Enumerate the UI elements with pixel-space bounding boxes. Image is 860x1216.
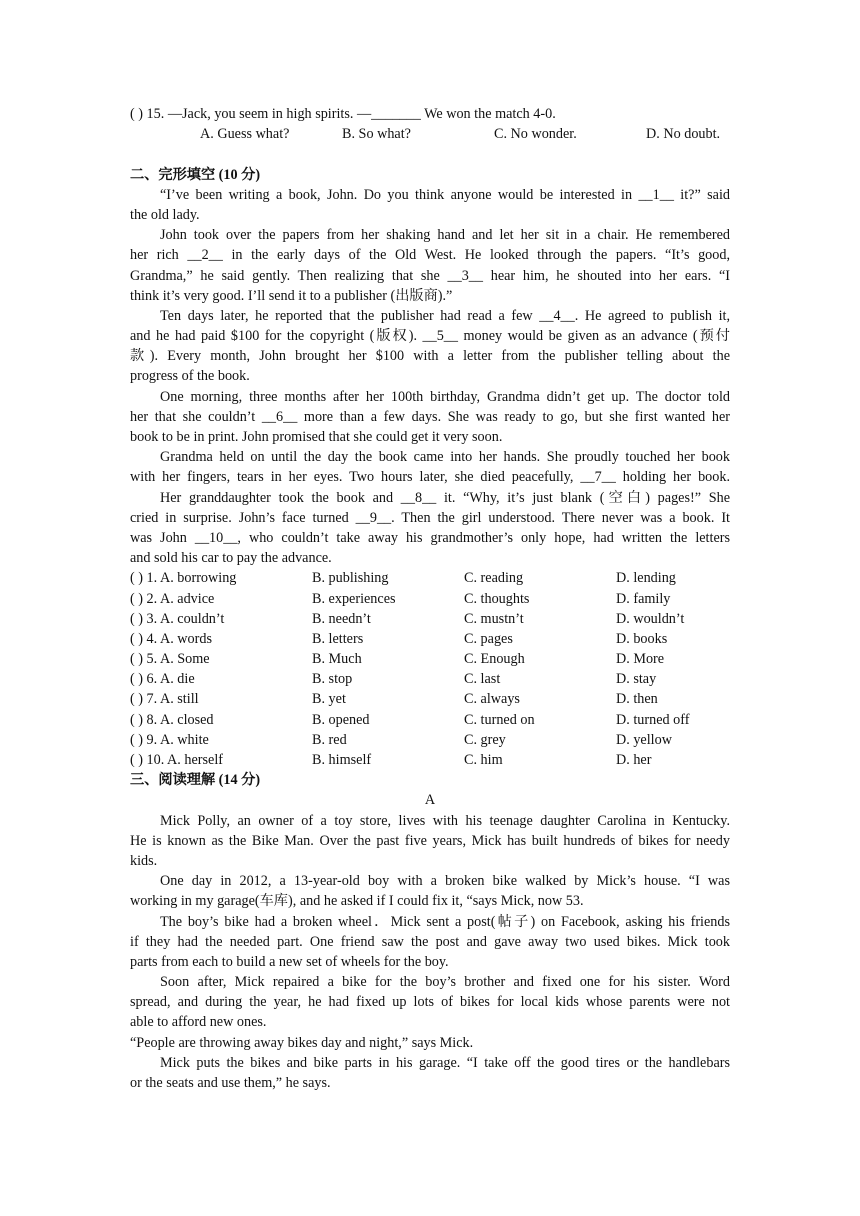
- cloze-option-row: [130, 730, 730, 750]
- cloze-option-c: C. him: [464, 752, 503, 768]
- cloze-option-d: D. wouldn’t: [616, 610, 685, 627]
- cloze-option-d: D. her: [616, 752, 652, 768]
- cloze-option-b: B. letters: [312, 630, 364, 647]
- passage-label: A: [424, 792, 436, 809]
- cloze-option-c: C. reading: [464, 570, 524, 587]
- q15-stem: ( ) 15. —Jack, you seem in high spirits. —_______ We won the match 4-0.: [130, 106, 556, 122]
- passage-line: her rich __2__ in the early days of the Old West. He looked through the papers. “It’s good,: [130, 247, 730, 264]
- cloze-option-b: B. experiences: [312, 590, 396, 607]
- cloze-option-b: B. opened: [312, 711, 370, 728]
- cloze-option-a: ( ) 10. A. herself: [130, 752, 223, 768]
- cloze-option-d: D. turned off: [616, 711, 690, 728]
- passage-line: and he had paid $100 for the copyright (版权). __5__ money would be given as an advance (预付: [130, 328, 730, 345]
- cloze-option-d: D. family: [616, 590, 671, 607]
- cloze-option-a: ( ) 7. A. still: [130, 691, 199, 708]
- reading-passage: [130, 811, 730, 1094]
- cloze-option-d: D. books: [616, 630, 668, 647]
- cloze-passage: [130, 185, 730, 569]
- passage-line: working in my garage(车库), and he asked if I could fix it, “says Mick, now 53.: [130, 893, 584, 910]
- passage-line: 款). Every month, John brought her $100 with a letter from the publisher telling about the: [130, 348, 730, 365]
- cloze-option-a: ( ) 1. A. borrowing: [130, 570, 237, 587]
- cloze-option-a: ( ) 4. A. words: [130, 630, 212, 647]
- cloze-option-d: D. More: [616, 651, 665, 668]
- q15-options: [130, 124, 730, 144]
- cloze-option-row: [130, 649, 730, 669]
- cloze-option-a: ( ) 3. A. couldn’t: [130, 610, 225, 627]
- passage-line: was John __10__, who couldn’t take away his grandmother’s only hope, had written the letters: [130, 529, 730, 546]
- passage-line: book to be in print. John promised that she could get it very soon.: [130, 429, 503, 445]
- spacer: [130, 144, 730, 164]
- passage-line: Mick puts the bikes and bike parts in his garage. “I take off the good tires or the handlebars: [160, 1054, 730, 1071]
- passage-line: Mick Polly, an owner of a toy store, lives with his teenage daughter Carolina in Kentucky.: [160, 812, 730, 829]
- passage-line: spread, and during the year, he had fixed up lots of bikes for local kids whose parents were not: [130, 994, 730, 1011]
- passage-line: “I’ve been writing a book, John. Do you think anyone would be interested in __1__ it?” said: [160, 186, 730, 203]
- exam-page: [130, 104, 730, 1093]
- passage-line: One day in 2012, a 13-year-old boy with a broken bike walked by Mick’s house. “I was: [160, 873, 730, 890]
- cloze-option-c: C. always: [464, 691, 520, 708]
- passage-line: One morning, three months after her 100th birthday, Grandma didn’t get up. The doctor told: [160, 388, 730, 405]
- passage-line: John took over the papers from her shaking hand and let her sit in a chair. He remembered: [160, 227, 730, 244]
- passage-line: with her fingers, tears in her eyes. Two hours later, she died peacefully, __7__ holding her book.: [130, 469, 730, 486]
- passage-line: kids.: [130, 852, 158, 869]
- passage-line: cried in surprise. John’s face turned __9__. Then the girl understood. There never was a book. It: [130, 509, 730, 526]
- cloze-option-row: [130, 669, 730, 689]
- cloze-option-b: B. needn’t: [312, 610, 371, 627]
- cloze-options: [130, 568, 730, 770]
- passage-line: the old lady.: [130, 206, 200, 223]
- cloze-option-c: C. turned on: [464, 711, 535, 728]
- cloze-option-a: ( ) 5. A. Some: [130, 651, 210, 668]
- cloze-option-row: [130, 689, 730, 709]
- cloze-option-row: [130, 710, 730, 730]
- q15-option-c: C. No wonder.: [494, 126, 577, 143]
- passage-line: “People are throwing away bikes day and night,” says Mick.: [130, 1034, 474, 1051]
- cloze-option-row: [130, 609, 730, 629]
- q15-option-b: B. So what?: [342, 126, 411, 143]
- cloze-option-b: B. yet: [312, 691, 346, 708]
- passage-line: think it’s very good. I’ll send it to a publisher (出版商).”: [130, 287, 453, 304]
- cloze-option-d: D. yellow: [616, 731, 672, 748]
- cloze-option-row: [130, 629, 730, 649]
- passage-line: Soon after, Mick repaired a bike for the boy’s brother and fixed one for his sister. Word: [160, 974, 730, 991]
- cloze-option-d: D. stay: [616, 671, 657, 688]
- passage-line: able to afford new ones.: [130, 1014, 267, 1031]
- cloze-option-c: C. mustn’t: [464, 610, 524, 627]
- passage-line: Ten days later, he reported that the publisher had read a few __4__. He agreed to publish it,: [160, 307, 730, 324]
- cloze-option-b: B. red: [312, 731, 347, 748]
- cloze-option-b: B. Much: [312, 651, 362, 668]
- passage-line: if they had the needed part. One friend saw the post and gave away two used bikes. Mick took: [130, 933, 730, 950]
- q15-option-d: D. No doubt.: [646, 126, 721, 143]
- passage-line: The boy’s bike had a broken wheel．Mick sent a post(帖子) on Facebook, asking his friends: [160, 913, 730, 930]
- cloze-option-row: [130, 589, 730, 609]
- cloze-option-a: ( ) 8. A. closed: [130, 711, 214, 728]
- q15-option-a: A. Guess what?: [200, 126, 290, 143]
- cloze-option-a: ( ) 6. A. die: [130, 671, 195, 688]
- cloze-option-c: C. thoughts: [464, 590, 530, 607]
- cloze-option-d: D. lending: [616, 570, 676, 587]
- passage-line: parts from each to build a new set of wheels for the boy.: [130, 953, 449, 970]
- passage-line: or the seats and use them,” he says.: [130, 1075, 331, 1091]
- cloze-option-b: B. stop: [312, 671, 353, 688]
- section-heading-cloze: 二、完形填空 (10 分): [130, 166, 261, 183]
- cloze-option-row: [130, 568, 730, 588]
- passage-line: Her granddaughter took the book and __8__ it. “Why, it’s just blank (空白) pages!” She: [160, 489, 730, 506]
- cloze-option-c: C. pages: [464, 630, 513, 647]
- cloze-option-b: B. publishing: [312, 570, 389, 587]
- cloze-option-c: C. grey: [464, 731, 506, 748]
- section-heading-reading: 三、阅读理解 (14 分): [130, 772, 261, 789]
- passage-line: her that she couldn’t __6__ more than a few days. She was ready to go, but she first wanted her: [130, 408, 730, 425]
- passage-line: and sold his car to pay the advance.: [130, 550, 332, 567]
- cloze-option-row: [130, 750, 730, 770]
- cloze-option-a: ( ) 9. A. white: [130, 731, 209, 748]
- passage-line: He is known as the Bike Man. Over the past five years, Mick has built hundreds of bikes for needy: [130, 832, 730, 849]
- cloze-option-a: ( ) 2. A. advice: [130, 590, 215, 607]
- passage-line: progress of the book.: [130, 368, 250, 385]
- cloze-option-b: B. himself: [312, 752, 372, 768]
- cloze-option-c: C. Enough: [464, 651, 525, 668]
- passage-line: Grandma,” he said gently. Then realizing that she __3__ hear him, he shouted into her ears. “I: [130, 267, 730, 284]
- cloze-option-c: C. last: [464, 671, 501, 688]
- passage-line: Grandma held on until the day the book came into her hands. She proudly touched her book: [160, 449, 730, 466]
- cloze-option-d: D. then: [616, 691, 658, 708]
